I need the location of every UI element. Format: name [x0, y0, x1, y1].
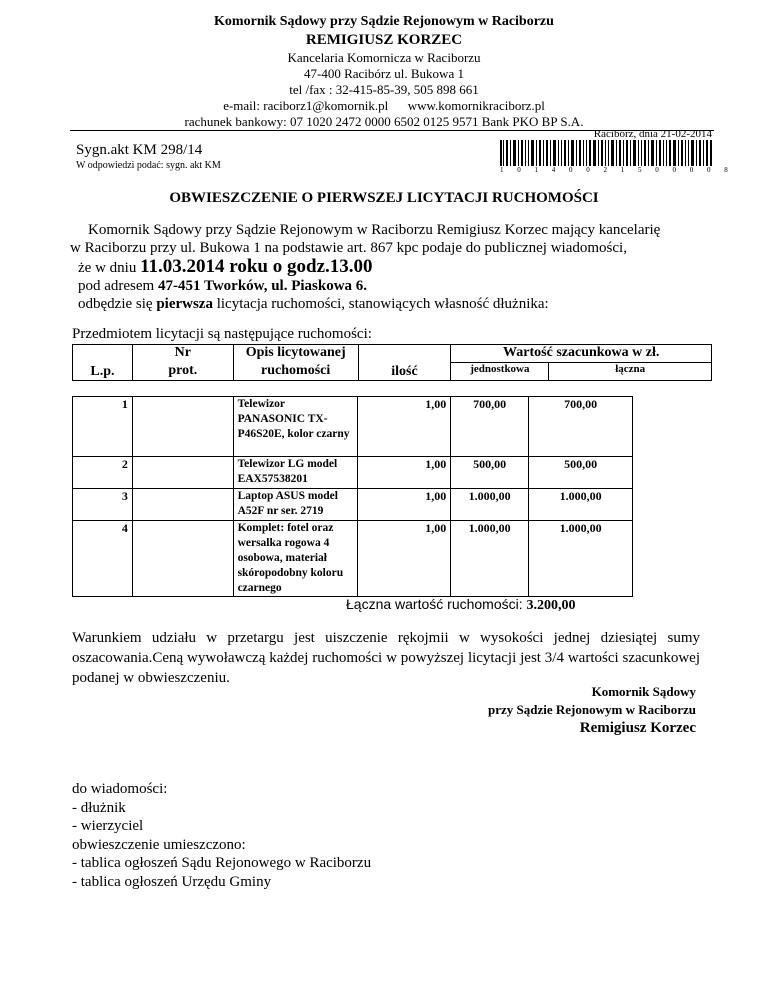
total-value-label: Łączna wartość ruchomości:	[346, 596, 527, 612]
header-website: www.komornikraciborz.pl	[407, 98, 545, 113]
distribution-item: - dłużnik	[72, 799, 126, 816]
auction-conditions: Warunkiem udziału w przetargu jest uiszczenie rękojmii w wysokości jednej dziesiątej sumy oszacowania.Ceną wywoławczą każdej ruchomości w powyższej licytacji jest 3/4 wartości szacunkowej podanej w obwieszczeniu.	[72, 630, 700, 686]
row-qty: 1,00	[358, 489, 451, 521]
case-number: Sygn.akt KM 298/14	[76, 142, 203, 158]
row-qty: 1,00	[358, 457, 451, 489]
table-header	[72, 344, 712, 381]
header-jednostkowa: jednostkowa	[451, 363, 549, 381]
row-nr	[132, 397, 233, 457]
row-unit: 700,00	[451, 397, 529, 457]
header-address: 47-400 Racibórz ul. Bukowa 1	[304, 66, 464, 81]
header-prot: prot.	[132, 363, 233, 381]
header-contact	[0, 98, 768, 114]
place-date: Racibórz, dnia 21-02-2014	[593, 128, 712, 140]
header-ilosc: ilość	[358, 345, 451, 381]
row-lp: 1	[73, 397, 133, 457]
row-nr	[132, 457, 233, 489]
row-unit: 500,00	[451, 457, 529, 489]
row-lp: 4	[73, 521, 133, 597]
auction-type-prefix: odbędzie się	[78, 296, 157, 312]
row-desc: Laptop ASUS model A52F nr ser. 2719	[233, 489, 358, 521]
signature-court: przy Sądzie Rejonowym w Raciborzu	[488, 702, 696, 717]
signature-name: Remigiusz Korzec	[579, 720, 696, 736]
distribution-item: - wierzyciel	[72, 818, 144, 834]
header-chancery: Kancelaria Komornicza w Raciborzu	[287, 50, 481, 65]
row-nr	[132, 489, 233, 521]
header-wartosc: Wartość szacunkowa w zł.	[451, 345, 712, 363]
table-row	[73, 457, 633, 489]
auction-date-line	[78, 256, 373, 278]
header-nr: Nr	[132, 345, 233, 363]
posted-heading: obwieszczenie umieszczono:	[72, 836, 246, 853]
header-email: e-mail: raciborz1@komornik.pl	[223, 98, 389, 113]
row-lp: 3	[73, 489, 133, 521]
page-title: OBWIESZCZENIE O PIERWSZEJ LICYTACJI RUCHOMOŚCI	[169, 190, 599, 206]
signature-title: Komornik Sądowy	[591, 684, 696, 699]
auction-date-prefix: że w dniu	[78, 260, 141, 276]
distribution-heading: do wiadomości:	[72, 781, 168, 797]
row-total: 1.000,00	[529, 521, 633, 597]
row-total: 500,00	[529, 457, 633, 489]
header-laczna: łączna	[549, 363, 712, 381]
auction-date: 11.03.2014 roku o godz.13.00	[140, 256, 373, 277]
row-qty: 1,00	[358, 397, 451, 457]
row-unit: 1.000,00	[451, 521, 529, 597]
header-bailiff-name: REMIGIUSZ KORZEC	[305, 32, 463, 48]
auction-address-line	[78, 278, 367, 295]
barcode	[500, 140, 734, 176]
header-phone: tel /fax : 32-415-85-39, 505 898 661	[289, 82, 479, 97]
items-table	[72, 396, 633, 597]
row-lp: 2	[73, 457, 133, 489]
auction-type-suffix: licytacja ruchomości, stanowiących własność dłużnika:	[212, 296, 549, 312]
auction-type-line	[78, 296, 549, 313]
intro-line-1: Komornik Sądowy przy Sądzie Rejonowym w Raciborzu Remigiusz Korzec mający kancelarię	[88, 222, 661, 238]
row-unit: 1.000,00	[451, 489, 529, 521]
posted-item: - tablica ogłoszeń Sądu Rejonowego w Raciborzu	[72, 855, 372, 871]
table-row	[73, 489, 633, 521]
auction-address-prefix: pod adresem	[78, 278, 158, 294]
row-desc: Komplet: fotel oraz wersalka rogowa 4 osobowa, materiał skóropodobny koloru czarnego	[233, 521, 358, 597]
row-nr	[132, 521, 233, 597]
row-total: 700,00	[529, 397, 633, 457]
auction-address: 47-451 Tworków, ul. Piaskowa 6.	[157, 278, 368, 294]
row-total: 1.000,00	[529, 489, 633, 521]
row-desc: Telewizor PANASONIC TX-P46S20E, kolor czarny	[233, 397, 358, 457]
row-desc: Telewizor LG model EAX57538201	[233, 457, 358, 489]
reply-note: W odpowiedzi podać: sygn. akt KM	[76, 160, 221, 171]
header-bank-account: rachunek bankowy: 07 1020 2472 0000 6502 0125 9571 Bank PKO BP S.A.	[184, 114, 584, 129]
distribution-list	[72, 780, 371, 891]
header-ruchomosci: ruchomości	[233, 363, 358, 381]
table-caption: Przedmiotem licytacji są następujące ruchomości:	[72, 326, 372, 342]
auction-type: pierwsza	[156, 296, 213, 312]
intro-line-2: w Raciborzu przy ul. Bukowa 1 na podstawie art. 867 kpc podaje do publicznej wiadomości,	[70, 240, 627, 256]
posted-item: - tablica ogłoszeń Urzędu Gminy	[72, 873, 272, 890]
header-opis: Opis licytowanej	[233, 345, 358, 363]
header-office-name: Komornik Sądowy przy Sądzie Rejonowym w Raciborzu	[214, 14, 554, 29]
header-lp: L.p.	[73, 345, 133, 381]
row-qty: 1,00	[358, 521, 451, 597]
barcode-digits: 1 0 1 4 0 0 2 1 5 0 0 0 0 8	[500, 166, 734, 174]
table-row	[73, 397, 633, 457]
table-row	[73, 521, 633, 597]
total-value-line	[346, 596, 576, 614]
total-value: 3.200,00	[526, 598, 576, 613]
barcode-icon	[500, 140, 712, 166]
